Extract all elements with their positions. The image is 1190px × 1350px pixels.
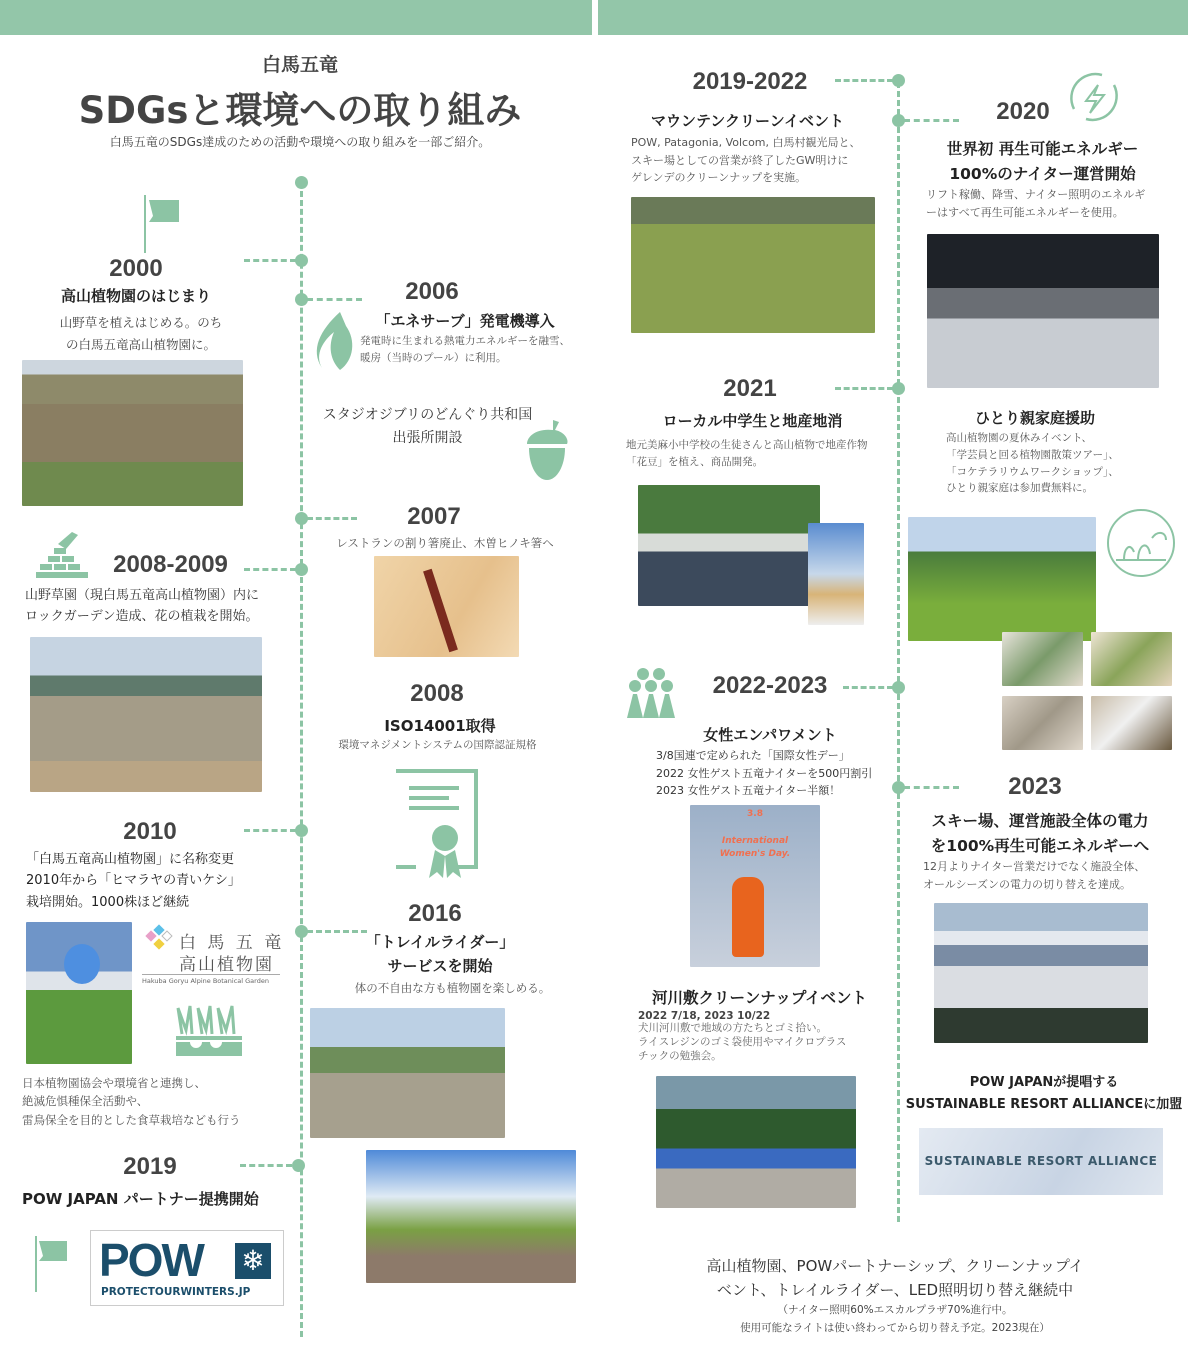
event-text: 12月よりナイター営業だけでなく施設全体、 オールシーズンの電力の切り替えを達成。 xyxy=(923,860,1146,891)
flag-icon xyxy=(142,195,182,253)
connector xyxy=(244,829,296,832)
year-2010: 2010 xyxy=(123,818,177,845)
sra-banner xyxy=(919,1128,1163,1195)
year-2016: 2016 xyxy=(408,900,462,927)
header-bar-left xyxy=(0,0,592,35)
photo-blue-poppy xyxy=(26,922,132,1064)
event-text: レストランの割り箸廃止、木曽ヒノキ箸へ xyxy=(336,536,554,550)
connector xyxy=(307,517,357,520)
photo-night-slope xyxy=(927,234,1159,388)
pow-logo xyxy=(90,1230,284,1306)
connector xyxy=(244,259,296,262)
photo-students xyxy=(638,485,820,606)
event-title: スキー場、運営施設全体の電力 を100%再生可能エネルギーへ xyxy=(930,812,1150,855)
event-text: 山野草園（現白馬五竜高山植物園）内に ロックガーデン造成、花の植栽を開始。 xyxy=(25,588,260,624)
acorn-icon xyxy=(523,418,569,482)
year-2019-2022: 2019-2022 xyxy=(692,68,808,95)
event-title: 河川敷クリーンナップイベント xyxy=(652,989,867,1007)
event-title: 女性エンパワメント xyxy=(703,726,837,744)
snowflake-icon: ❄ xyxy=(235,1243,271,1279)
brand-label: 白馬五竜 xyxy=(261,54,338,76)
event-title: POW JAPAN パートナー提携開始 xyxy=(22,1190,259,1208)
event-text: リフト稼働、降雪、ナイター照明のエネルギ ーはすべて再生可能エネルギーを使用。 xyxy=(926,188,1146,219)
ghibli-text: スタジオジブリのどんぐり共和国 出張所開設 xyxy=(322,407,533,447)
timeline-dot xyxy=(295,254,308,267)
connector xyxy=(843,686,893,689)
event-text: 3/8国連で定められた「国際女性デー」 2022 女性ゲスト五竜ナイターを500円割引 2023 女性ゲスト五竜ナイター半額！ xyxy=(656,749,873,798)
plants-icon xyxy=(176,1004,242,1056)
timeline-dot xyxy=(892,74,905,87)
poster-womens-day xyxy=(690,805,820,967)
botanical-note: 日本植物園協会や環境省と連携し、 絶滅危惧種保全活動や、 雷鳥保全を目的とした食草栽培なども行う xyxy=(22,1076,241,1127)
timeline-line-right xyxy=(897,82,900,1222)
event-title: 世界初 再生可能エネルギー 100%のナイター運営開始 xyxy=(946,140,1139,183)
year-2007: 2007 xyxy=(407,503,461,530)
sra-banner-text: SUSTAINABLE RESORT ALLIANCE xyxy=(924,1154,1158,1168)
event-text: 地元美麻小中学校の生徒さんと高山植物で地産作物 「花豆」を植え、商品開発。 xyxy=(626,439,868,468)
photo-workshop xyxy=(1002,696,1083,750)
connector xyxy=(835,79,893,82)
photo-trail-rider-group xyxy=(366,1150,576,1283)
page-title: SDGsと環境への取り組み xyxy=(78,89,522,132)
pow-logo-text: POW xyxy=(99,1234,203,1286)
event-title: 「エネサーブ」発電機導入 xyxy=(375,312,555,330)
year-2006: 2006 xyxy=(405,278,459,305)
connector xyxy=(240,1164,292,1167)
year-2022-2023: 2022-2023 xyxy=(712,672,828,699)
photo-garden-tour xyxy=(908,517,1096,641)
year-2008: 2008 xyxy=(410,680,464,707)
event-text: 「白馬五竜高山植物園」に名称変更 2010年から「ヒマラヤの青いケシ」 栽培開始。1000株ほど継続 xyxy=(26,852,241,910)
terrarium-icon xyxy=(1104,508,1178,578)
event-text: 高山植物園の夏休みイベント、 「学芸員と回る植物園散策ツアー」、 「コケテラリウムワークショップ」、 ひとり親家庭は参加費無料に。 xyxy=(946,432,1119,495)
year-2000: 2000 xyxy=(109,255,163,282)
event-title: ローカル中学生と地産地消 xyxy=(662,412,843,430)
event-title: ISO14001取得 xyxy=(384,717,496,735)
timeline-dot xyxy=(892,681,905,694)
photo-workshop xyxy=(1091,696,1172,750)
event-text: 犬川河川敷で地域の方たちとゴミ拾い。 ライスレジンのゴミ袋使用やマイクロプラス チックの勉強会。 xyxy=(638,1022,847,1063)
brick-trowel-icon xyxy=(36,530,88,580)
page-subtitle: 白馬五竜のSDGs達成のための活動や環境への取り組みを一部ご紹介。 xyxy=(109,135,491,149)
footer-main: 高山植物園、POWパートナーシップ、クリーンナップイ ベント、トレイルライダー、LED照明切り替え継続中 xyxy=(706,1257,1084,1299)
flag-icon xyxy=(33,1236,71,1292)
photo-workshop xyxy=(1002,632,1083,686)
poster-date: 3.8 xyxy=(747,809,763,819)
sra-title: POW JAPANが提唱する SUSTAINABLE RESORT ALLIANCEに加盟 xyxy=(905,1075,1183,1113)
footer-note: （ナイター照明60%エスカルプラザ70%進行中。 使用可能なライトは使い終わってから切り替え予定。2023現在） xyxy=(740,1304,1050,1334)
women-group-icon xyxy=(626,666,686,724)
event-dates: 2022 7/18, 2023 10/22 xyxy=(638,1010,771,1022)
year-2023: 2023 xyxy=(1008,773,1062,800)
photo-garden-construction xyxy=(22,360,243,506)
certificate-icon xyxy=(393,768,479,880)
year-2020: 2020 xyxy=(996,98,1050,125)
pow-logo-sub: PROTECTOURWINTERS.JP xyxy=(101,1286,251,1298)
event-title: ひとり親家庭援助 xyxy=(974,409,1095,427)
header-bar-right xyxy=(598,0,1188,35)
event-title: 「トレイルライダー」 サービスを開始 xyxy=(365,933,515,975)
event-text: 体の不自由な方も植物園を楽しめる。 xyxy=(354,981,551,995)
photo-chopsticks xyxy=(374,556,519,657)
connector xyxy=(307,298,362,301)
timeline-dot xyxy=(295,563,308,576)
photo-mountain-cleanup xyxy=(631,197,875,333)
event-text: 環境マネジメントシステムの国際認証規格 xyxy=(338,739,537,751)
timeline-dot xyxy=(292,1159,305,1172)
timeline-dot xyxy=(295,824,308,837)
timeline-dot xyxy=(892,382,905,395)
logo-en: Hakuba Goryu Alpine Botanical Garden xyxy=(142,974,280,985)
timeline-dot xyxy=(295,176,308,189)
photo-ice-cream xyxy=(808,523,864,625)
photo-workshop xyxy=(1091,632,1172,686)
connector xyxy=(244,568,296,571)
event-text: 発電時に生まれる熱電力エネルギーを融雪、 暖房（当時のプール）に利用。 xyxy=(360,335,570,364)
poster-title: International Women's Day. xyxy=(719,836,791,859)
photo-trail-rider xyxy=(310,1008,505,1138)
connector xyxy=(904,786,959,789)
event-text: POW, Patagonia, Volcom, 白馬村観光局と、 スキー場としての営業が終了したGW明けに ゲレンデのクリーンナップを実施。 xyxy=(631,136,861,185)
logo-jp-line1: 白 馬 五 竜 xyxy=(179,933,285,953)
logo-jp-line2: 高山植物園 xyxy=(179,955,274,975)
flame-icon xyxy=(310,310,358,372)
event-title: 高山植物園のはじまり xyxy=(60,287,211,305)
photo-gondola xyxy=(934,903,1148,1043)
photo-river-cleanup xyxy=(656,1076,856,1208)
photo-rock-garden xyxy=(30,637,262,792)
event-text: 山野草を植えはじめる。のち の白馬五竜高山植物園に。 xyxy=(59,315,223,352)
year-2021: 2021 xyxy=(723,375,777,402)
connector xyxy=(904,119,959,122)
event-title: マウンテンクリーンイベント xyxy=(651,112,844,130)
year-2008-2009: 2008-2009 xyxy=(113,551,228,578)
connector xyxy=(835,387,893,390)
year-2019: 2019 xyxy=(123,1153,177,1180)
